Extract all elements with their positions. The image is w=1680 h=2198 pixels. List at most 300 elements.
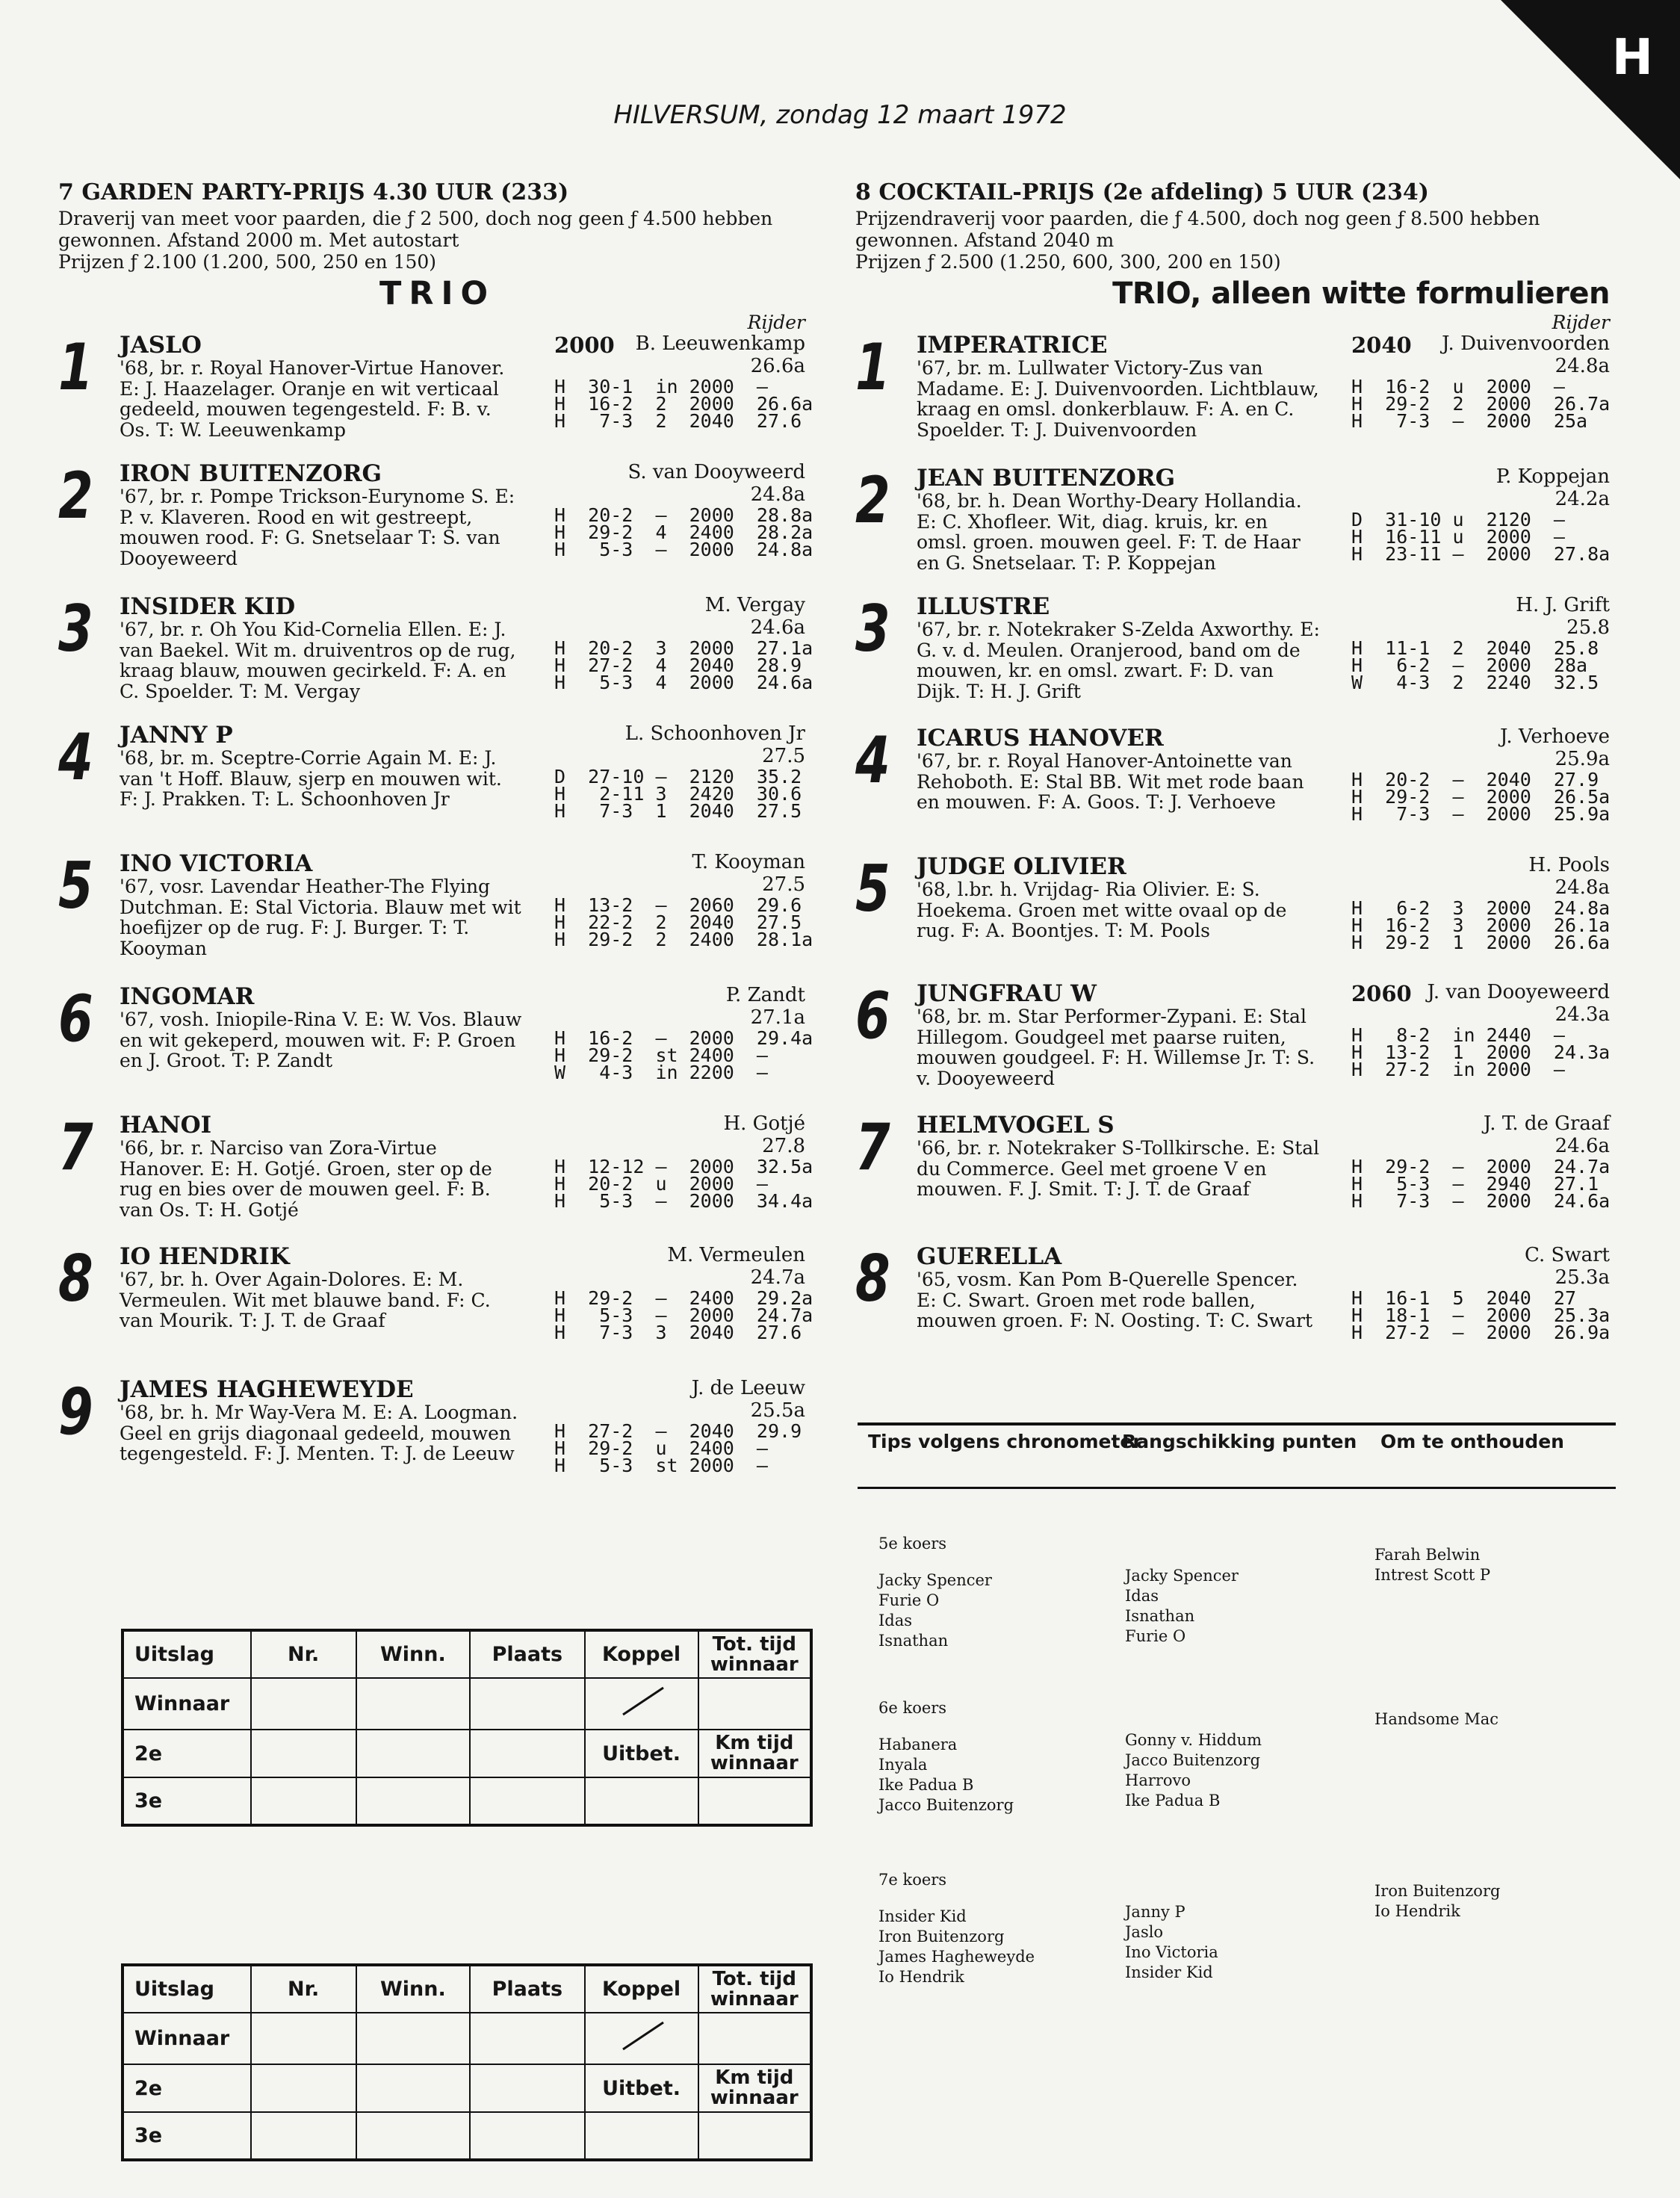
horse-entry-body <box>120 983 813 1083</box>
result-form-header: Tot. tijd winnaar <box>698 1630 811 1678</box>
horse-entry-body <box>120 850 813 959</box>
result-form-entry-cell[interactable] <box>470 2013 584 2064</box>
horse-description: '67, br. r. Oh You Kid-Cornelia Ellen. E: J. van Baekel. Wit m. druiventros op de rug, kraag blauw, mouwen gecirkeld. F: A. en C. Spoelder. T: M. Vergay <box>120 619 516 702</box>
performance-line: H 5-3 — 2000 24.7a <box>554 1304 813 1326</box>
result-form-table <box>121 1629 813 1827</box>
horse-description: '67, br. h. Over Again-Dolores. E: M. Vermeulen. Wit met blauwe band. F: C. van Mourik. T: J. T. de Graaf <box>120 1269 491 1331</box>
tip-horse-name: Janny P <box>1125 1903 1185 1921</box>
performance-line: H 5-3 — 2940 27.1 <box>1351 1173 1599 1195</box>
strike-line <box>586 1679 698 1724</box>
horse-name: HANOI <box>120 1112 212 1139</box>
horse-description: '67, br. m. Lullwater Victory-Zus van Madame. E: J. Duivenvoorden. Lichtblauw, kraag en omsl. donkerblauw. F: A. en C. Spoelder. T: J. Duivenvoorden <box>917 357 1319 441</box>
horse-entry <box>855 854 1610 981</box>
result-form-entry-cell[interactable] <box>356 1777 471 1825</box>
tip-horse-name: Jacco Buitenzorg <box>878 1796 1014 1814</box>
start-number: 5 <box>855 852 890 926</box>
performance-line: H 27-2 — 2040 29.9 <box>554 1420 802 1442</box>
performance-line: H 12-12 — 2000 32.5a <box>554 1156 813 1177</box>
performance-line: H 7-3 — 2000 25.9a <box>1351 803 1611 825</box>
race-7-column <box>58 179 813 1519</box>
horse-entry <box>58 1377 805 1519</box>
result-form-entry-cell[interactable] <box>251 2013 356 2064</box>
horse-name: HELMVOGEL S <box>917 1112 1115 1139</box>
performance-line: H 22-2 2 2040 27.5 <box>554 911 802 933</box>
horse-description: '65, vosm. Kan Pom B-Querelle Spencer. E: C. Swart. Groen met rode ballen, mouwen groen. F: N. Oosting. T: C. Swart <box>917 1269 1313 1331</box>
result-form-row <box>123 1730 811 1777</box>
tip-horse-name: Furie O <box>878 1591 940 1609</box>
performance-line: H 7-3 — 2000 24.6a <box>1351 1190 1611 1212</box>
result-form-entry-cell[interactable] <box>585 2112 698 2160</box>
race-prizes: Prijzen ƒ 2.500 (1.250, 600, 300, 200 en 150) <box>855 251 1281 273</box>
tip-horse-name: Ino Victoria <box>1125 1943 1218 1961</box>
horse-entry-body <box>120 332 813 441</box>
performance-line: W 4-3 2 2240 32.5 <box>1351 672 1599 693</box>
driver-best-time: 24.2a <box>1555 488 1610 510</box>
driver-name: J. van Dooyeweerd <box>1427 981 1610 1003</box>
horse-entry <box>58 1110 813 1244</box>
result-form-header: Tot. tijd winnaar <box>698 1965 811 2013</box>
driver-block <box>1516 594 1610 639</box>
start-number: 1 <box>855 330 890 405</box>
driver-block <box>1500 725 1610 770</box>
horse-name: JEAN BUITENZORG <box>917 465 1176 492</box>
performance-line: H 20-2 3 2000 27.1a <box>554 637 813 659</box>
driver-block <box>667 1244 805 1289</box>
driver-block <box>692 851 805 896</box>
driver-best-time: 27.8 <box>762 1135 805 1157</box>
result-form-row-label: 2e <box>123 1730 251 1777</box>
tips-onthouden-list <box>1374 1881 1500 1922</box>
result-form-row <box>123 2064 811 2112</box>
koppel-crossed-cell <box>585 1678 698 1730</box>
driver-block <box>692 1377 805 1422</box>
driver-name: J. T. de Graaf <box>1483 1112 1610 1135</box>
result-form-entry-cell[interactable] <box>356 2013 471 2064</box>
tip-horse-name: Jacky Spencer <box>1125 1567 1239 1585</box>
performance-line: H 6-2 — 2000 28a <box>1351 654 1588 676</box>
start-distance: 2040 <box>1351 332 1412 358</box>
tip-horse-name: Isnathan <box>878 1632 949 1650</box>
horse-entry <box>58 1242 813 1377</box>
horse-name: JUDGE OLIVIER <box>917 853 1126 880</box>
driver-block <box>1496 465 1610 510</box>
horse-description: '67, vosr. Lavendar Heather-The Flying Dutchman. E: Stal Victoria. Blauw met wit hoefijzer op de rug. F: J. Burger. T: T. Kooyman <box>120 876 521 959</box>
result-form-row <box>123 2013 811 2064</box>
performance-line: H 13-2 — 2060 29.6 <box>554 894 802 916</box>
horse-entry <box>855 465 1610 594</box>
driver-best-time: 24.6a <box>1555 1135 1610 1157</box>
horse-entry-body <box>917 465 1610 573</box>
tip-horse-name: Ike Padua B <box>1125 1792 1221 1810</box>
result-form-entry-cell[interactable] <box>470 1777 584 1825</box>
start-number: 7 <box>855 1110 890 1185</box>
driver-block <box>636 332 805 377</box>
tips-race-label: 6e koers <box>878 1699 947 1717</box>
start-distance: 2000 <box>554 332 615 358</box>
result-form-row-label: 3e <box>123 2112 251 2160</box>
driver-block <box>1484 1112 1610 1157</box>
horse-name: INO VICTORIA <box>120 850 313 877</box>
result-form-header: Plaats <box>470 1630 584 1678</box>
performance-line: H 20-2 u 2000 — <box>554 1173 768 1195</box>
strike-line <box>586 2013 698 2058</box>
tips-punten-list <box>1125 1730 1262 1811</box>
horse-description: '66, br. r. Narciso van Zora-Virtue Hanover. E: H. Gotjé. Groen, ster op de rug en bies over de mouwen geel. F: B. van Os. T: H. Gotjé <box>120 1137 492 1221</box>
horse-entry-body <box>917 1112 1611 1212</box>
horse-entry <box>855 1112 1610 1244</box>
horse-description: '67, br. r. Pompe Trickson-Eurynome S. E: P. v. Klaveren. Rood en wit gestreept, mouwen rood. F: G. Snetselaar T: S. van Dooyeweerd <box>120 486 515 569</box>
result-form-header: Uitslag <box>123 1630 251 1678</box>
result-form-header: Nr. <box>251 1630 356 1678</box>
performance-line: H 16-2 2 2000 26.6a <box>554 393 813 415</box>
result-form-entry-cell[interactable] <box>698 2013 811 2064</box>
horse-entry-body <box>917 853 1611 953</box>
performance-line: H 29-2 — 2400 29.2a <box>554 1287 813 1309</box>
result-form-table <box>121 1963 813 2161</box>
tip-horse-name: Inyala <box>878 1756 928 1774</box>
horse-description: '68, br. h. Mr Way-Vera M. E: A. Loogman. Geel en grijs diagonaal gedeeld, mouwen tegengesteld. F: J. Menten. T: J. de Leeuw <box>120 1402 518 1464</box>
horse-name: INSIDER KID <box>120 593 296 620</box>
start-number: 2 <box>855 463 890 538</box>
tip-horse-name: Io Hendrik <box>878 1968 964 1986</box>
race-conditions: Draverij van meet voor paarden, die ƒ 2 500, doch nog geen ƒ 4.500 hebben gewonnen. Afstand 2000 m. Met autostart <box>58 208 773 251</box>
tips-race-label: 5e koers <box>878 1535 947 1552</box>
start-number: 6 <box>58 982 93 1056</box>
performance-line: H 29-2 — 2000 26.5a <box>1351 786 1611 808</box>
driver-block <box>1528 854 1610 899</box>
result-form-header-row <box>123 1965 811 2013</box>
driver-best-time: 24.8a <box>750 483 805 506</box>
race-conditions: Prijzendraverij voor paarden, die ƒ 4.500, doch nog geen ƒ 8.500 hebben gewonnen. Afstand 2040 m <box>855 208 1540 251</box>
result-form-entry-cell[interactable] <box>470 1730 584 1777</box>
tip-horse-name: Insider Kid <box>1125 1963 1213 1981</box>
horse-entry <box>855 594 1610 725</box>
tips-header-chrono: Tips volgens chronometer <box>868 1431 1142 1452</box>
performance-line: W 4-3 in 2200 — <box>554 1062 768 1083</box>
driver-name: M. Vermeulen <box>667 1244 805 1266</box>
start-number: 7 <box>58 1110 93 1185</box>
performance-line: H 20-2 — 2040 27.9 <box>1351 769 1599 790</box>
start-number: 9 <box>58 1375 93 1449</box>
tips-punten-list <box>1125 1902 1218 1983</box>
start-number: 3 <box>855 592 890 666</box>
race-title: 7 GARDEN PARTY-PRIJS 4.30 UUR (233) <box>58 179 569 205</box>
horse-description: '67, br. r. Royal Hanover-Antoinette van Rehoboth. E: Stal BB. Wit met rode baan en mouwen. F: A. Goos. T: J. Verhoeve <box>917 750 1304 813</box>
result-form-entry-cell[interactable] <box>251 1678 356 1730</box>
horse-entry-body <box>120 722 805 822</box>
driver-name: H. Gotjé <box>723 1112 805 1135</box>
km-tijd-label: Km tijd winnaar <box>698 2064 811 2112</box>
start-number: 8 <box>855 1242 890 1316</box>
performance-line: H 5-3 st 2000 — <box>554 1455 768 1476</box>
driver-best-time: 27.5 <box>762 873 805 896</box>
tip-horse-name: Furie O <box>1125 1627 1186 1645</box>
performance-line: H 16-11 u 2000 — <box>1351 526 1565 548</box>
performance-line: H 5-3 — 2000 24.8a <box>554 539 813 560</box>
driver-name: H. J. Grift <box>1516 594 1610 616</box>
tip-horse-name: Iron Buitenzorg <box>878 1928 1005 1945</box>
driver-name: H. Pools <box>1528 854 1610 876</box>
driver-best-time: 24.3a <box>1555 1003 1610 1026</box>
koppel-crossed-cell <box>585 2013 698 2064</box>
corner-tab <box>1501 0 1680 179</box>
horse-name: IO HENDRIK <box>120 1243 290 1270</box>
driver-name: S. van Dooyweerd <box>627 461 805 483</box>
driver-best-time: 27.1a <box>750 1006 805 1029</box>
horse-description: '68, br. r. Royal Hanover-Virtue Hanover. E: J. Haazelager. Oranje en wit verticaal gedeeld, mouwen tegengesteld. F: B. v. Os. T: W. Leeuwenkamp <box>120 357 505 441</box>
race-prizes: Prijzen ƒ 2.100 (1.200, 500, 250 en 150) <box>58 251 437 273</box>
tip-horse-name: Farah Belwin <box>1374 1546 1481 1564</box>
driver-best-time: 24.8a <box>1555 876 1610 899</box>
tip-horse-name: Ike Padua B <box>878 1776 974 1794</box>
performance-line: H 16-1 5 2040 27 <box>1351 1287 1577 1309</box>
uitbet-label: Uitbet. <box>585 2064 698 2112</box>
driver-block <box>1525 1244 1610 1289</box>
start-number: 8 <box>58 1242 93 1316</box>
result-form-header: Koppel <box>585 1965 698 2013</box>
horse-name: JUNGFRAU W <box>917 980 1097 1007</box>
tip-horse-name: Jaslo <box>1125 1923 1164 1941</box>
result-form-header: Plaats <box>470 1965 584 2013</box>
horse-name: IRON BUITENZORG <box>120 460 382 487</box>
driver-best-time: 24.8a <box>1555 355 1610 377</box>
horse-description: '68, br. m. Star Performer-Zypani. E: Stal Hillegom. Goudgeel met paarse ruiten, mouwen goudgeel. F: H. Willemse Jr. T: S. v. Dooyeweerd <box>917 1006 1315 1089</box>
performance-line: H 30-1 in 2000 — <box>554 376 768 397</box>
result-form-entry-cell[interactable] <box>251 1730 356 1777</box>
horse-entry <box>58 849 813 984</box>
result-form-header: Uitslag <box>123 1965 251 2013</box>
result-form-entry-cell[interactable] <box>470 2064 584 2112</box>
horse-entry-body <box>120 1112 813 1221</box>
horse-entry-body <box>917 725 1611 825</box>
performance-line: H 7-3 3 2040 27.6 <box>554 1322 802 1343</box>
result-form-row-label: Winnaar <box>123 2013 251 2064</box>
horse-name: JANNY P <box>120 722 233 749</box>
race-8-column <box>855 179 1610 1372</box>
result-form-entry-cell[interactable] <box>356 1678 471 1730</box>
horse-name: GUERELLA <box>917 1243 1062 1270</box>
horse-description: '67, br. r. Notekraker S-Zelda Axworthy. E: G. v. d. Meulen. Oranjerood, band om de mouwen, kr. en omsl. zwart. F: D. van Dijk. T: H. J. Grift <box>917 619 1320 702</box>
driver-best-time: 25.5a <box>750 1399 805 1422</box>
horse-entry-body <box>917 332 1610 440</box>
performance-line: H 29-2 4 2400 28.2a <box>554 521 813 543</box>
result-form-entry-cell[interactable] <box>470 1678 584 1730</box>
horse-entry-body <box>120 1376 805 1476</box>
horse-entry <box>855 1244 1610 1372</box>
page-masthead: HILVERSUM, zondag 12 maart 1972 <box>613 100 1067 130</box>
tip-horse-name: Insider Kid <box>878 1907 967 1925</box>
performance-line: H 13-2 1 2000 24.3a <box>1351 1041 1611 1063</box>
driver-name: B. Leeuwenkamp <box>635 332 805 355</box>
result-form-entry-cell[interactable] <box>698 1777 811 1825</box>
performance-line: H 18-1 — 2000 25.3a <box>1351 1304 1611 1326</box>
result-form-entry-cell[interactable] <box>251 2112 356 2160</box>
horse-entry-body <box>120 460 813 569</box>
horse-description: '67, vosh. Iniopile-Rina V. E: W. Vos. Blauw en wit gekeperd, mouwen wit. F: P. Groen en J. Groot. T: P. Zandt <box>120 1009 522 1071</box>
result-form-entry-cell[interactable] <box>585 1777 698 1825</box>
start-number: 1 <box>58 330 93 405</box>
result-form-entry-cell[interactable] <box>470 2112 584 2160</box>
result-form-row-label: 3e <box>123 1777 251 1825</box>
start-number: 4 <box>855 723 890 798</box>
performance-line: H 20-2 — 2000 28.8a <box>554 504 813 526</box>
horse-entry <box>58 330 813 461</box>
tips-chrono-list <box>878 1735 1014 1815</box>
performance-line: H 27-2 — 2000 26.9a <box>1351 1322 1611 1343</box>
result-form-row-label: 2e <box>123 2064 251 2112</box>
tip-horse-name: Isnathan <box>1125 1607 1195 1625</box>
performance-line: H 29-2 2 2400 28.1a <box>554 929 813 950</box>
horse-name: JASLO <box>120 332 202 359</box>
performance-line: H 5-3 4 2000 24.6a <box>554 672 813 693</box>
horse-name: INGOMAR <box>120 983 255 1010</box>
driver-best-time: 24.7a <box>750 1266 805 1289</box>
horse-name: IMPERATRICE <box>917 332 1108 359</box>
result-form-row <box>123 1777 811 1825</box>
driver-best-time: 25.8 <box>1566 616 1610 639</box>
tips-chrono-list <box>878 1570 992 1651</box>
horse-entry <box>58 459 813 594</box>
horse-entry <box>58 722 805 851</box>
performance-line: H 23-11 — 2000 27.8a <box>1351 543 1611 565</box>
driver-best-time: 24.6a <box>750 616 805 639</box>
horse-entry-body <box>120 1243 813 1343</box>
driver-name: P. Zandt <box>725 984 805 1006</box>
horse-entry <box>58 592 813 722</box>
driver-best-time: 25.9a <box>1555 748 1610 770</box>
tips-onthouden-list <box>1374 1545 1490 1585</box>
driver-name: P. Koppejan <box>1495 465 1610 488</box>
driver-block <box>1442 332 1610 377</box>
performance-line: H 29-2 u 2400 — <box>554 1437 768 1459</box>
driver-block <box>1428 981 1610 1026</box>
tip-horse-name: Harrovo <box>1125 1771 1191 1789</box>
driver-block <box>625 722 805 767</box>
performance-line: H 29-2 2 2000 26.7a <box>1351 393 1611 415</box>
section-letter: H <box>1611 28 1653 86</box>
result-form-entry-cell[interactable] <box>698 1678 811 1730</box>
result-form-entry-cell[interactable] <box>356 2112 471 2160</box>
driver-block <box>627 461 805 506</box>
performance-line: H 8-2 in 2440 — <box>1351 1024 1565 1046</box>
horse-description: '66, br. r. Notekraker S-Tollkirsche. E: Stal du Commerce. Geel met groene V en mouwen. F. J. Smit. T: J. T. de Graaf <box>917 1137 1320 1200</box>
km-tijd-label: Km tijd winnaar <box>698 1730 811 1777</box>
driver-best-time: 27.5 <box>762 745 805 767</box>
tips-punten-list <box>1125 1566 1239 1647</box>
start-number: 2 <box>58 459 93 533</box>
performance-line: H 27-2 in 2000 — <box>1351 1059 1565 1080</box>
performance-line: D 31-10 u 2120 — <box>1351 509 1565 530</box>
horse-entry-body <box>120 593 813 702</box>
result-form-row <box>123 1678 811 1730</box>
tip-horse-name: Handsome Mac <box>1374 1710 1499 1728</box>
tip-horse-name: Gonny v. Hiddum <box>1125 1731 1262 1749</box>
result-form-entry-cell[interactable] <box>356 2064 471 2112</box>
horse-entry-body <box>917 1243 1611 1343</box>
performance-line: H 2-11 3 2420 30.6 <box>554 783 802 805</box>
result-form-header-row <box>123 1630 811 1678</box>
result-form-entry-cell[interactable] <box>356 1730 471 1777</box>
driver-name: J. Duivenvoorden <box>1442 332 1610 355</box>
rijder-column-label: Rijder <box>1552 312 1610 333</box>
performance-line: D 27-10 — 2120 35.2 <box>554 766 802 787</box>
driver-best-time: 25.3a <box>1555 1266 1610 1289</box>
driver-name: T. Kooyman <box>692 851 805 873</box>
horse-name: JAMES HAGHEWEYDE <box>120 1376 414 1403</box>
uitbet-label: Uitbet. <box>585 1730 698 1777</box>
driver-name: L. Schoonhoven Jr <box>624 722 805 745</box>
tips-header-punten: Rangschikking punten <box>1122 1431 1357 1452</box>
race-title: 8 COCKTAIL-PRIJS (2e afdeling) 5 UUR (234) <box>855 179 1429 205</box>
start-number: 5 <box>58 849 93 923</box>
result-form-entry-cell[interactable] <box>698 2112 811 2160</box>
horse-description: '68, br. h. Dean Worthy-Deary Hollandia. E: C. Xhofleer. Wit, diag. kruis, kr. en omsl. groen. mouwen geel. F: T. de Haar en G. Snetselaar. T: P. Koppejan <box>917 490 1302 574</box>
driver-block <box>705 594 805 639</box>
tips-race-label: 7e koers <box>878 1871 947 1889</box>
tip-horse-name: Intrest Scott P <box>1374 1566 1491 1584</box>
tip-horse-name: Jacky Spencer <box>878 1571 992 1589</box>
performance-line: H 7-3 2 2040 27.6 <box>554 410 802 432</box>
driver-name: M. Vergay <box>704 594 805 616</box>
performance-line: H 27-2 4 2040 28.9 <box>554 654 802 676</box>
horse-name: ICARUS HANOVER <box>917 725 1164 752</box>
tips-panel <box>858 1422 1616 1986</box>
performance-line: H 16-2 3 2000 26.1a <box>1351 914 1611 936</box>
tip-horse-name: James Hagheweyde <box>878 1948 1035 1966</box>
rijder-column-label: Rijder <box>747 312 805 333</box>
horse-name: ILLUSTRE <box>917 593 1050 620</box>
performance-line: H 29-2 — 2000 24.7a <box>1351 1156 1611 1177</box>
result-form-entry-cell[interactable] <box>251 2064 356 2112</box>
tip-horse-name: Jacco Buitenzorg <box>1125 1751 1261 1769</box>
horse-description: '68, br. m. Sceptre-Corrie Again M. E: J. van 't Hoff. Blauw, sjerp en mouwen wit. F: J. Prakken. T: L. Schoonhoven Jr <box>120 747 502 810</box>
start-number: 4 <box>58 720 93 795</box>
tips-chrono-list <box>878 1907 1035 1987</box>
performance-line: H 7-3 — 2000 25a <box>1351 410 1588 432</box>
tip-horse-name: Habanera <box>878 1736 958 1753</box>
horse-entry-body <box>917 981 1610 1089</box>
performance-line: H 16-2 u 2000 — <box>1351 376 1565 397</box>
performance-line: H 16-2 — 2000 29.4a <box>554 1027 813 1049</box>
result-form-header: Nr. <box>251 1965 356 2013</box>
tip-horse-name: Idas <box>1125 1587 1159 1605</box>
result-form-header: Winn. <box>356 1965 471 2013</box>
performance-line: H 7-3 1 2040 27.5 <box>554 800 802 822</box>
driver-best-time: 26.6a <box>750 355 805 377</box>
driver-name: J. de Leeuw <box>691 1377 805 1399</box>
driver-name: C. Swart <box>1525 1244 1610 1266</box>
horse-entry <box>855 725 1610 854</box>
horse-entry-body <box>917 594 1610 702</box>
start-distance: 2060 <box>1351 981 1412 1006</box>
performance-line: H 29-2 st 2400 — <box>554 1044 768 1066</box>
result-form-entry-cell[interactable] <box>251 1777 356 1825</box>
tip-horse-name: Io Hendrik <box>1374 1902 1460 1920</box>
tip-horse-name: Idas <box>878 1612 913 1629</box>
tips-header <box>858 1422 1616 1489</box>
performance-line: H 11-1 2 2040 25.8 <box>1351 637 1599 659</box>
result-form-header: Winn. <box>356 1630 471 1678</box>
performance-line: H 5-3 — 2000 34.4a <box>554 1190 813 1212</box>
start-number: 6 <box>855 979 890 1053</box>
horse-description: '68, l.br. h. Vrijdag- Ria Olivier. E: S. Hoekema. Groen met witte ovaal op de rug. F: A. Boontjes. T: M. Pools <box>917 879 1287 941</box>
start-number: 3 <box>58 592 93 666</box>
tips-header-onthouden: Om te onthouden <box>1380 1431 1564 1452</box>
driver-block <box>723 1112 805 1157</box>
horse-entry <box>855 332 1610 465</box>
driver-name: J. Verhoeve <box>1500 725 1610 748</box>
trio-label: TRIO <box>379 275 495 312</box>
